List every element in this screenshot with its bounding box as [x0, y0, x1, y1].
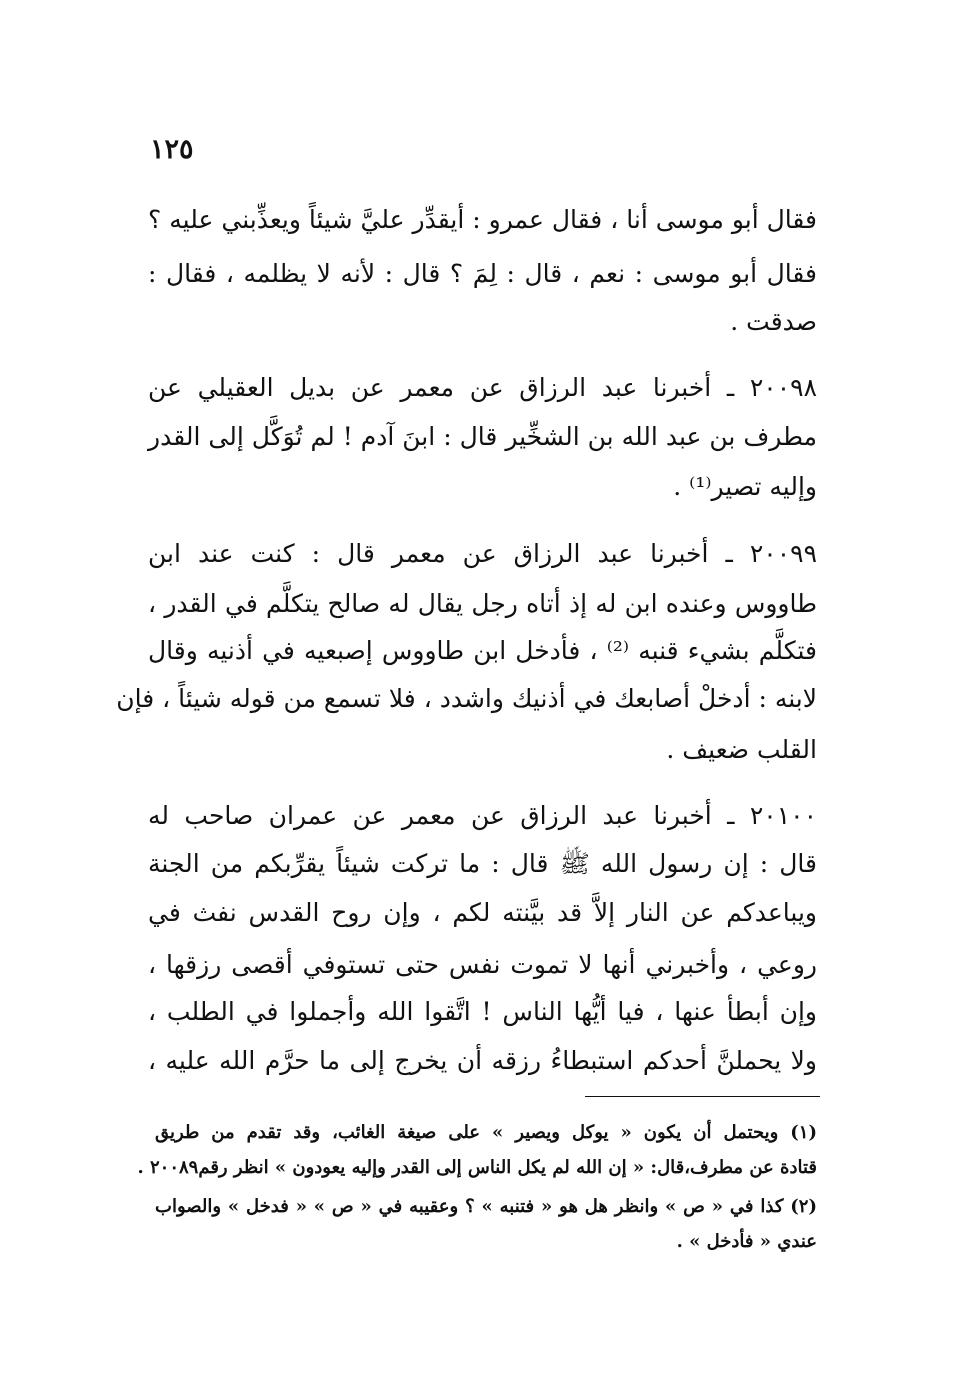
text-line: ٢٠١٠٠ ـ أخبرنا عبد الرزاق عن معمر عن عمران صاحب له	[148, 801, 817, 830]
text-line: وإليه تصير⁽¹⁾ .	[673, 472, 817, 501]
footnote-line: عندي « فأدخل » .	[676, 1231, 817, 1252]
text-line: روعي ، وأخبرني أنها لا تموت نفس حتى تستوفي أقصى رزقها ،	[148, 950, 817, 979]
footnote-line: قتادة عن مطرف،قال: « إن الله لم يكل الناس إلى القدر وإليه يعودون » انظر رقم٢٠٠٨٩ .	[137, 1157, 817, 1178]
text-line: فقال أبو موسى : نعم ، قال : لِمَ ؟ قال : لأنه لا يظلمه ، فقال :	[148, 259, 817, 288]
footnote-line: (١) ويحتمل أن يكون « يوكل ويصير » على صيغة الغائب، وقد تقدم من طريق	[155, 1122, 817, 1143]
footnote-line: (٢) كذا في « ص » وانظر هل هو « فتنبه » ؟ وعقيبه في « ص » « فدخل » والصواب	[155, 1196, 817, 1217]
text-line: فتكلَّم بشيء قنبه ⁽²⁾ ، فأدخل ابن طاووس إصبعيه في أذنيه وقال	[148, 636, 817, 665]
text-line: ٢٠٠٩٨ ـ أخبرنا عبد الرزاق عن معمر عن بديل العقيلي عن	[148, 373, 817, 402]
page-number: ١٢٥	[150, 134, 194, 165]
footnote-divider	[585, 1096, 820, 1097]
text-line: صدقت .	[730, 307, 817, 336]
text-line: قال : إن رسول الله ﷺ قال : ما تركت شيئاً يقرِّبكم من الجنة	[148, 849, 817, 878]
text-line: ويباعدكم عن النار إلاَّ قد بيَّنته لكم ، وإن روح القدس نفث في	[148, 898, 817, 927]
text-line: ٢٠٠٩٩ ـ أخبرنا عبد الرزاق عن معمر قال : كنت عند ابن	[148, 539, 817, 568]
text-line: مطرف بن عبد الله بن الشخِّير قال : ابنَ آدم ! لم تُوَكَّل إلى القدر	[148, 422, 817, 451]
text-line: وإن أبطأ عنها ، فيا أيُّها الناس ! اتَّقوا الله وأجملوا في الطلب ،	[148, 997, 817, 1026]
text-line: القلب ضعيف .	[666, 735, 817, 764]
text-line: فقال أبو موسى أنا ، فقال عمرو : أيقدِّر عليَّ شيئاً ويعذِّبني عليه ؟	[148, 205, 817, 234]
text-line: لابنه : أدخلْ أصابعك في أذنيك واشدد ، فلا تسمع من قوله شيئاً ، فإن	[116, 684, 817, 713]
text-line: ولا يحملنَّ أحدكم استبطاءُ رزقه أن يخرج إلى ما حرَّم الله عليه ،	[148, 1046, 817, 1075]
text-line: طاووس وعنده ابن له إذ أتاه رجل يقال له صالح يتكلَّم في القدر ،	[148, 589, 817, 618]
